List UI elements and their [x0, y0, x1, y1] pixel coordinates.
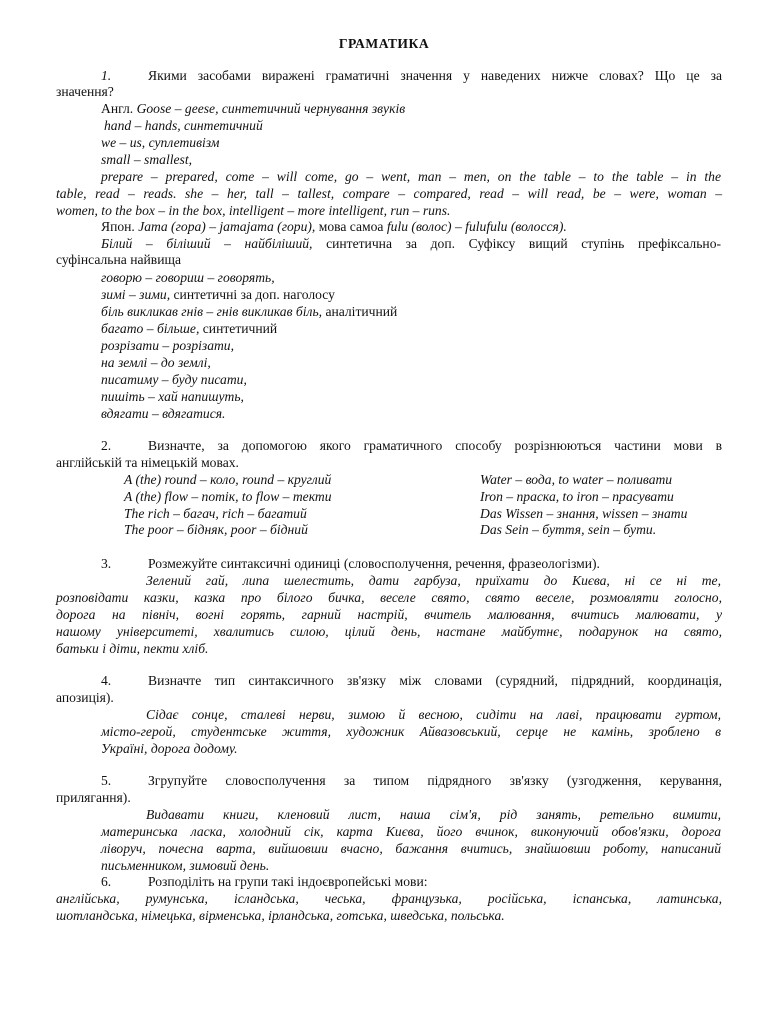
- task5-number: 5.: [101, 773, 112, 788]
- task2-number: 2.: [101, 438, 112, 453]
- task3-text-line3: дорога на північ, вогні горять, гарний настрій, вчитель малювання, вчитись малювати, у: [56, 607, 722, 622]
- task1-example-7: women, to the box – in the box, intelligent – more intelligent, run – runs.: [56, 203, 451, 218]
- task2-question-line1: 2. Визначте, за допомогою якого граматичного способу розрізнюються частини мови в: [101, 438, 722, 453]
- task4-text-line2: місто-герой, студентське життя, художник Айвазовський, серце не камінь, зроблено в: [101, 724, 721, 739]
- task5-text-line2: материнська ласка, холодний сік, карта Києва, його вчинок, виконуючий обов'язки, дорога: [101, 824, 721, 839]
- task4-question-line1: 4. Визначте тип синтаксичного зв'язку між словами (сурядний, підрядний, координація,: [101, 673, 722, 688]
- task3-number: 3.: [101, 556, 112, 571]
- task5-text-line4: письменником, зимовий день.: [101, 858, 270, 873]
- task1-example-9: Білий – біліший – найбіліший, синтетична за доп. Суфіксу вищий ступінь префіксально-: [101, 236, 722, 251]
- task4-number: 4.: [101, 673, 112, 688]
- task1-example-13: багато – більше, синтетичний: [101, 321, 278, 336]
- task6-question: 6. Розподіліть на групи такі індоєвропейські мови:: [101, 874, 428, 889]
- task1-example-14: розрізати – розрізати,: [101, 338, 235, 353]
- task1-number: 1.: [101, 68, 112, 83]
- task1-example-6: table, read – reads. she – her, tall – tallest, compare – compared, read – will read, be – were, woman –: [56, 186, 722, 201]
- task2-left-row3: The rich – багач, rich – багатий: [124, 506, 307, 521]
- task1-example-9-cont: суфінсальна найвища: [56, 252, 181, 267]
- task2-right-row1: Water – вода, to water – поливати: [480, 472, 673, 487]
- task1-example-4: small – smallest,: [101, 152, 193, 167]
- task2-left-row4: The poor – бідняк, poor – бідний: [124, 522, 308, 537]
- task1-example-10: говорю – говориш – говорять,: [101, 270, 275, 285]
- task3-text-line2: розповідати казки, казка про білого бичка, веселе свято, свято веселе, розмовляти голосно,: [56, 590, 722, 605]
- task3-text-line4: нашому університеті, хвалитись силою, цілий день, настане майбутнє, подарунок на свято,: [56, 624, 722, 639]
- task6-text-line2: шотландська, німецька, вірменська, ірландська, готська, шведська, польська.: [56, 908, 505, 923]
- task1-example-17: пишіть – хай напишуть,: [101, 389, 244, 404]
- task6-number: 6.: [101, 874, 112, 889]
- task1-example-11: зимі – зими, синтетичні за доп. наголосу: [101, 287, 335, 302]
- task1-example-1: Англ. Goose – geese, синтетичний чернування звуків: [101, 101, 406, 116]
- task2-question-line2: англійській та німецькій мовах.: [56, 455, 239, 470]
- task1-question-line1: 1. Якими засобами виражені граматичні значення у наведених нижче словах? Що це за: [101, 68, 722, 83]
- task3-text-line5: батьки і діти, пекти хліб.: [56, 641, 209, 656]
- task2-left-row2: A (the) flow – потік, to flow – текти: [124, 489, 332, 504]
- task5-question-line1: 5. Згрупуйте словосполучення за типом підрядного зв'язку (узгодження, керування,: [101, 773, 722, 788]
- task3-question: 3. Розмежуйте синтаксичні одиниці (словосполучення, речення, фразеологізми).: [101, 556, 600, 571]
- task1-example-15: на землі – до землі,: [101, 355, 211, 370]
- task5-question-line2: прилягання).: [56, 790, 131, 805]
- task5-text-line1: Видавати книги, кленовий лист, наша сім'я, рід занять, ретельно вимити,: [146, 807, 721, 822]
- task1-example-5: prepare – prepared, come – will come, go – went, man – men, on the table – to the table – in the: [101, 169, 721, 184]
- task4-question-line2: апозиція).: [56, 690, 114, 705]
- task2-left-row1: A (the) round – коло, round – круглий: [124, 472, 332, 487]
- task1-example-2: hand – hands, синтетичний: [104, 118, 263, 133]
- task2-right-row2: Iron – праска, to iron – прасувати: [480, 489, 674, 504]
- task2-right-row4: Das Sein – буття, sein – бути.: [480, 522, 657, 537]
- task1-example-8: Япон. Jama (гора) – jamajama (гори), мова самоа fulu (волос) – fulufulu (волосся).: [101, 219, 567, 234]
- page-title: ГРАМАТИКА: [338, 36, 430, 51]
- task1-example-12: біль викликав гнів – гнів викликав біль, аналітичний: [101, 304, 398, 319]
- task6-text-line1: англійська, румунська, ісландська, чеська, французька, російська, іспанська, латинська,: [56, 891, 722, 906]
- task1-question-line2: значення?: [56, 84, 114, 99]
- task2-right-row3: Das Wissen – знання, wissen – знати: [480, 506, 688, 521]
- task1-example-18: вдягати – вдягатися.: [101, 406, 226, 421]
- task3-text-line1: Зелений гай, липа шелестить, дати гарбуза, приїхати до Києва, ні се ні те,: [146, 573, 721, 588]
- task4-text-line3: Україні, дорога додому.: [101, 741, 238, 756]
- task1-example-3: we – us, суплетивізм: [101, 135, 220, 150]
- task4-text-line1: Сідає сонце, сталеві нерви, зимою й весною, сидіти на лаві, працювати гуртом,: [146, 707, 721, 722]
- task1-example-16: писатиму – буду писати,: [101, 372, 247, 387]
- task5-text-line3: ліворуч, почесна варта, вийшовши вчасно, бажання вчитись, знайшовши роботу, написаний: [101, 841, 721, 856]
